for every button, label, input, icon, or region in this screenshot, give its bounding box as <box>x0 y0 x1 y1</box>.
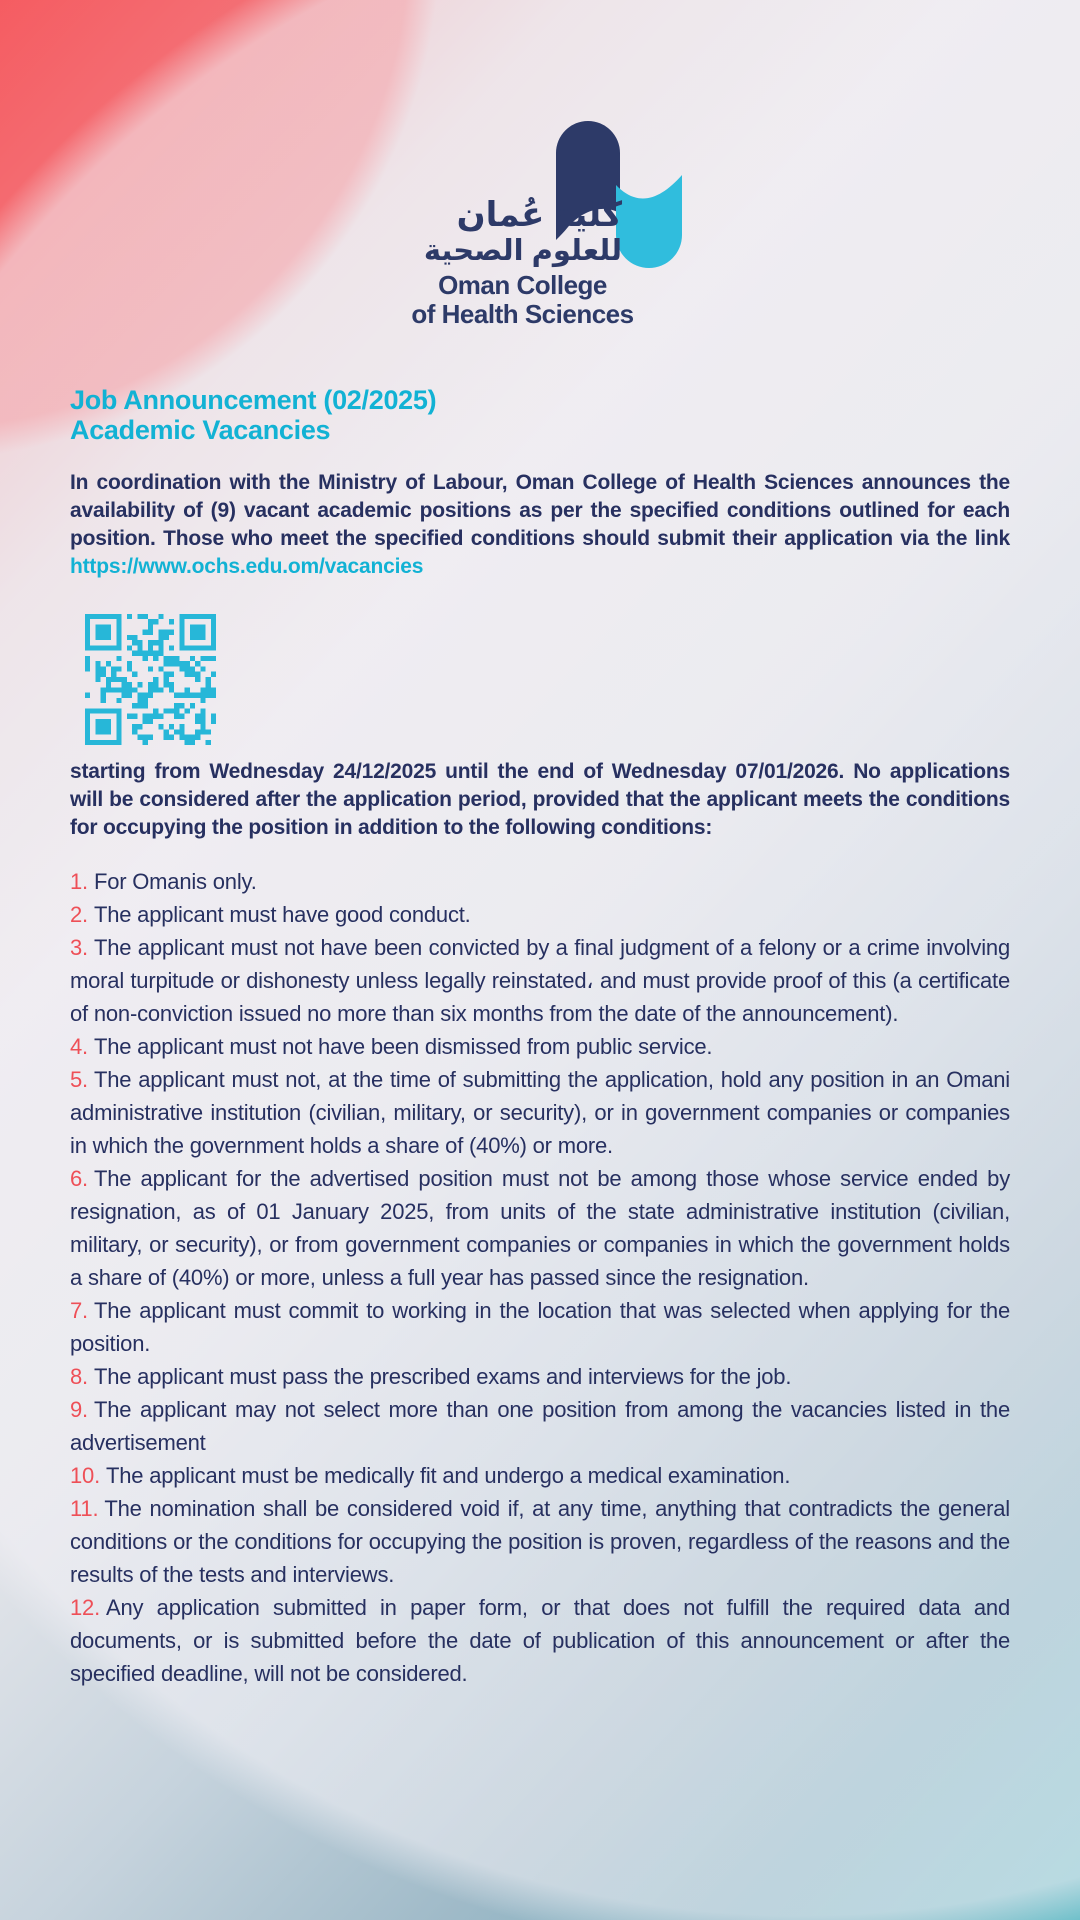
condition-text: The applicant must not, at the time of submitting the application, hold any position in an Omani administrative institution (civilian, military, or security), or in government companies or companies in which the government holds a share of (40%) or more. <box>70 1067 1010 1158</box>
condition-number: 3. <box>70 935 88 960</box>
qr-code <box>85 614 216 745</box>
condition-text: The applicant must have good conduct. <box>93 902 471 927</box>
condition-number: 4. <box>70 1034 88 1059</box>
condition-item <box>70 898 1010 931</box>
condition-number: 11. <box>70 1496 99 1521</box>
condition-number: 9. <box>70 1397 88 1422</box>
intro-text: In coordination with the Ministry of Labour, Oman College of Health Sciences announces the availability of (9) vacant academic positions as per the specified conditions outlined for each position. Those who meet the specified conditions should submit their application via the link <box>70 471 1010 550</box>
condition-item <box>70 931 1010 1030</box>
condition-item <box>70 1591 1010 1690</box>
condition-item <box>70 1063 1010 1162</box>
condition-item <box>70 1162 1010 1294</box>
logo-english-line2: of Health Sciences <box>411 299 634 329</box>
title-line1: Job Announcement (02/2025) <box>70 385 437 415</box>
condition-item <box>70 1360 1010 1393</box>
condition-item <box>70 1294 1010 1360</box>
condition-text: The applicant for the advertised position must not be among those whose service ended by resignation, as of 01 January 2025, from units of the state administrative institution (civilian, military, or security), or from government companies or companies in which the government holds a share of (40%) or more, unless a full year has passed since the resignation. <box>70 1166 1010 1290</box>
condition-text: Any application submitted in paper form, or that does not fulfill the required data and documents, or is submitted before the date of publication of this announcement or after the specified deadline, will not be considered. <box>70 1595 1010 1686</box>
condition-number: 10. <box>70 1463 100 1488</box>
period-paragraph: starting from Wednesday 24/12/2025 until the end of Wednesday 07/01/2026. No applications will be considered after the application period, provided that the applicant meets the conditions for occupying the position in addition to the following conditions: <box>70 760 1010 839</box>
logo-arabic-line2: للعلوم الصحية <box>423 235 622 267</box>
condition-item <box>70 1030 1010 1063</box>
condition-text: The applicant must not have been dismissed from public service. <box>93 1034 713 1059</box>
condition-text: The applicant must pass the prescribed exams and interviews for the job. <box>93 1364 792 1389</box>
condition-number: 12. <box>70 1595 100 1620</box>
condition-text: The applicant must not have been convicted by a final judgment of a felony or a crime involving moral turpitude or dishonesty unless legally reinstated، and must provide proof of this (a certificate of non-conviction issued no more than six months from the date of the announcement). <box>70 935 1010 1026</box>
condition-text: The applicant may not select more than one position from among the vacancies listed in the advertisement <box>70 1397 1010 1455</box>
condition-text: The applicant must commit to working in the location that was selected when applying for the position. <box>70 1298 1010 1356</box>
condition-number: 8. <box>70 1364 88 1389</box>
logo-arabic-line1: كلية عُمان <box>456 196 622 234</box>
condition-number: 6. <box>70 1166 88 1191</box>
ochs-logo <box>360 95 685 335</box>
condition-text: The applicant must be medically fit and undergo a medical examination. <box>105 1463 791 1488</box>
announcement-content <box>70 385 1010 1690</box>
condition-number: 7. <box>70 1298 88 1323</box>
condition-item <box>70 1393 1010 1459</box>
conditions-list <box>70 865 1010 1690</box>
logo-english-name <box>360 271 685 329</box>
vacancies-link[interactable]: https://www.ochs.edu.om/vacancies <box>70 555 424 578</box>
condition-item <box>70 865 1010 898</box>
page-title <box>70 385 1010 445</box>
condition-item <box>70 1459 1010 1492</box>
condition-item <box>70 1492 1010 1591</box>
condition-text: The nomination shall be considered void if, at any time, anything that contradicts the general conditions or the conditions for occupying the position is proven, regardless of the reasons and the results of the tests and interviews. <box>70 1496 1010 1587</box>
condition-number: 2. <box>70 902 88 927</box>
condition-number: 5. <box>70 1067 88 1092</box>
condition-text: For Omanis only. <box>93 869 257 894</box>
logo-english-line1: Oman College <box>438 270 607 300</box>
qr-code-icon <box>85 614 216 745</box>
title-line2: Academic Vacancies <box>70 415 331 445</box>
intro-paragraph <box>70 469 1010 581</box>
condition-number: 1. <box>70 869 88 894</box>
